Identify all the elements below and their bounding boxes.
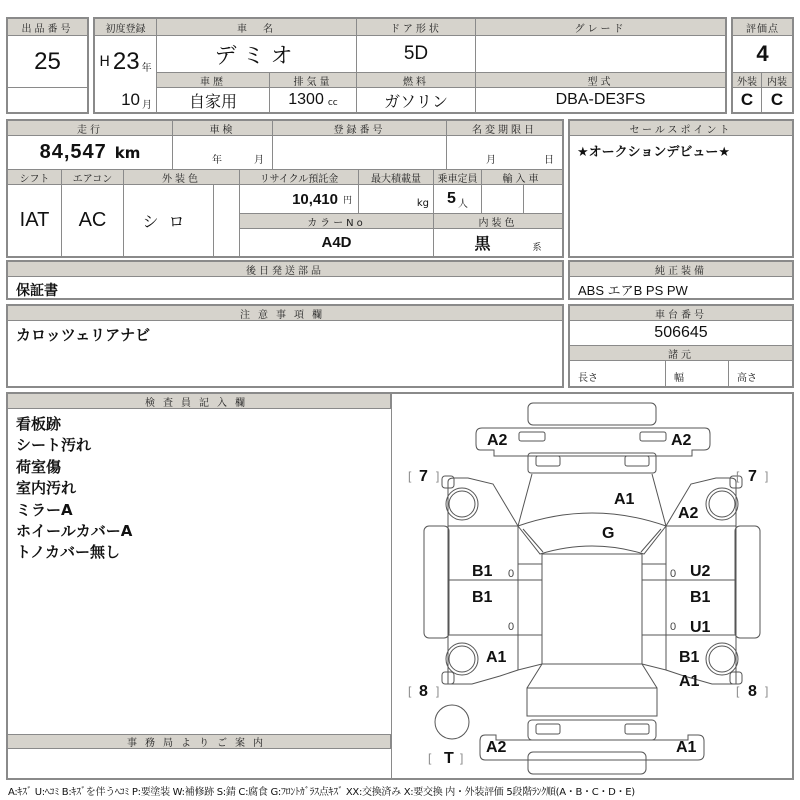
front-light-right (640, 432, 666, 441)
first-reg-year-value: 23 (112, 48, 140, 75)
mark-left-rear-door: B1 (472, 589, 493, 606)
front-fender-right (666, 478, 736, 528)
name-change-cell (447, 136, 562, 170)
front-light-left (519, 432, 545, 441)
mark-right-rear-fender-lower: A1 (679, 673, 700, 690)
fuel-label: 燃料 (357, 73, 476, 88)
mark-right-front-door: U2 (690, 563, 711, 580)
max-load-cell (359, 185, 434, 214)
mark-right-rear-fender-upper: B1 (679, 649, 700, 666)
ext-color-sub (214, 185, 240, 256)
tire-rear-right (706, 643, 738, 675)
mark-zero: 0 (508, 621, 515, 633)
equipment-label: 純正装備 (570, 262, 792, 277)
later-parts-box (6, 260, 564, 300)
mileage-cell (8, 136, 173, 170)
first-reg-label: 初度登録 (95, 19, 157, 36)
hood (518, 474, 666, 526)
score-label: 評価点 (733, 19, 792, 36)
car-name-label: 車 名 (157, 19, 357, 36)
shift-label: シフト (8, 170, 62, 185)
recycle-unit: 円 (342, 195, 352, 206)
score-ext-value: C (733, 88, 762, 112)
office-label: 事務局よりご案内 (8, 734, 391, 749)
sales-point-box (568, 119, 794, 258)
inspector-line: 看板跡 (16, 415, 62, 433)
windshield (518, 513, 666, 554)
recycle-cell (240, 185, 359, 214)
import-value (482, 185, 524, 214)
reg-number-label: 登録番号 (273, 121, 447, 136)
inspector-line: シート汚れ (16, 436, 92, 455)
inspection-cell (173, 136, 273, 170)
inspector-line: 室内汚れ (16, 479, 77, 498)
mark-zero: 0 (670, 568, 677, 580)
capacity-cell (434, 185, 482, 214)
specs-height: 高さ (737, 373, 757, 384)
tire-front-right (706, 488, 738, 520)
rear-window (527, 688, 657, 716)
car-name-value: デミオ (157, 36, 357, 73)
notes-label: 注意事項欄 (8, 306, 562, 321)
name-change-month-unit: 月 (486, 155, 496, 166)
score-box (731, 17, 794, 114)
equipment-value: ABS エアB PS PW (578, 283, 688, 298)
chassis-label: 車台番号 (570, 306, 792, 321)
max-load-label: 最大積載量 (359, 170, 434, 185)
displacement-cell (270, 88, 357, 112)
int-color-cell (434, 229, 562, 256)
vehicle-info-box (93, 17, 727, 114)
lot-value: 25 (8, 36, 87, 88)
mark-left-rear-fender: A1 (486, 649, 507, 666)
mileage-label: 走行 (8, 121, 173, 136)
tire-mark-rear-left: 8 (419, 683, 428, 700)
capacity-unit: 人 (457, 198, 468, 210)
inspector-line: 荷室傷 (16, 457, 62, 476)
mark-right-rear-door: B1 (690, 589, 711, 606)
front-plate (528, 403, 656, 425)
later-parts-label: 後日発送部品 (8, 262, 562, 277)
reg-number-value (273, 136, 447, 170)
shift-value: IAT (8, 185, 62, 256)
tire-mark-spare: T (444, 750, 454, 767)
spare-tire (435, 705, 469, 739)
sales-point-label: セールスポイント (570, 121, 792, 136)
first-reg-month-unit: 月 (142, 99, 152, 111)
mark-rear-bumper-right: A1 (676, 739, 697, 756)
bracket: ] (765, 469, 769, 483)
first-reg-year (95, 36, 157, 88)
mark-windshield: G (602, 525, 615, 542)
max-load-unit: kg (416, 198, 429, 209)
tire-rear-left (446, 643, 478, 675)
mileage-unit: km (114, 143, 141, 162)
sales-point-value: ★オークションデビュー★ (577, 145, 731, 160)
int-color-label: 内装色 (434, 214, 562, 229)
later-parts-value: 保証書 (16, 283, 58, 299)
aircon-value: AC (62, 185, 124, 256)
color-no-label: カラーNo (240, 214, 434, 229)
aircon-label: エアコン (62, 170, 124, 185)
roof (542, 554, 642, 664)
tire-mark-rear-right: 8 (748, 683, 757, 700)
notes-box (6, 304, 564, 388)
bracket: [ (408, 469, 412, 483)
mark-rear-bumper-left: A2 (486, 739, 507, 756)
car-damage-diagram (392, 394, 792, 778)
color-no-value: A4D (240, 229, 434, 256)
specs-width: 幅 (666, 361, 729, 386)
ext-color-value: シロ (124, 185, 214, 256)
mark-front-bumper-right: A2 (671, 432, 692, 449)
first-reg-year-unit: 年 (141, 62, 152, 74)
mark-left-front-door: B1 (472, 563, 493, 580)
inspector-line: ミラーA (16, 500, 73, 519)
grade-value (476, 36, 725, 73)
equipment-box (568, 260, 794, 300)
notes-value: カロッツェリアナビ (16, 326, 151, 344)
lot-label: 出品番号 (8, 19, 87, 36)
displacement-value: 1300 (288, 91, 324, 108)
first-reg-era: H (99, 54, 110, 70)
specs-length: 長さ (570, 361, 666, 386)
front-fender-left (448, 478, 518, 528)
rear-plate (528, 752, 646, 774)
score-ext-label: 外装 (733, 73, 762, 88)
chassis-value: 506645 (570, 321, 792, 346)
rear-bumper (480, 735, 704, 760)
name-change-label: 名変期限日 (447, 121, 562, 136)
rear-garnish (528, 720, 656, 740)
model-label: 型式 (476, 73, 725, 88)
details-box (6, 119, 564, 258)
lot-box (6, 17, 89, 114)
inspection-year-unit: 年 (212, 155, 222, 166)
history-value: 自家用 (157, 88, 270, 112)
door-label: ドア形状 (357, 19, 476, 36)
score-int-label: 内装 (762, 73, 792, 88)
fuel-value: ガソリン (357, 88, 476, 112)
grade-label: グレード (476, 19, 725, 36)
inspection-label: 車検 (173, 121, 273, 136)
inspection-box (6, 392, 794, 780)
bracket: [ (428, 751, 432, 765)
bracket: ] (460, 751, 464, 765)
inspector-line: ホイールカバーA (16, 522, 133, 541)
side-step-left (424, 526, 449, 638)
int-color-value: 黒 (474, 234, 491, 253)
mark-front-bumper-left: A2 (487, 432, 508, 449)
ext-color-label: 外装色 (124, 170, 240, 185)
capacity-label: 乗車定員 (434, 170, 482, 185)
displacement-unit: cc (327, 97, 338, 108)
first-reg-month (95, 88, 157, 112)
mark-zero: 0 (670, 621, 677, 633)
mark-right-rear-sill: U1 (690, 619, 711, 636)
legend: A:ｷｽﾞ U:ﾍｺﾐ B:ｷｽﾞを伴うﾍｺﾐ P:要塗装 W:補修跡 S:錆 C:腐食 G:ﾌﾛﾝﾄｶﾞﾗｽ点ｷｽﾞ XX:交換済み X:要交換 内・外装評価 5段階ﾗﾝｸ順(A・B・C・D・E) (8, 787, 635, 798)
name-change-day-unit: 日 (544, 155, 554, 166)
specs-label: 諸元 (570, 346, 792, 361)
import-label: 輸入車 (482, 170, 562, 185)
model-value: DBA-DE3FS (555, 91, 646, 108)
tire-mark-front-left: 7 (419, 468, 428, 485)
chassis-box (568, 304, 794, 388)
inspector-lines (16, 414, 132, 564)
int-color-unit: 系 (532, 243, 542, 253)
mark-right-front-fender: A2 (678, 505, 699, 522)
recycle-label: リサイクル預託金 (240, 170, 359, 185)
bracket: ] (436, 684, 440, 698)
tire-front-left (446, 488, 478, 520)
first-reg-month-value: 10 (121, 90, 140, 109)
import-sub (524, 185, 562, 214)
recycle-value: 10,410 (292, 190, 338, 208)
bracket: [ (736, 469, 740, 483)
tire-mark-front-right: 7 (748, 468, 757, 485)
bracket: ] (436, 469, 440, 483)
inspector-line: トノカバー無し (16, 543, 120, 562)
score-int-value: C (770, 90, 784, 109)
score-value: 4 (733, 36, 792, 73)
displacement-label: 排気量 (270, 73, 357, 88)
mileage-value: 84,547 (39, 141, 107, 163)
inspector-label: 検査員記入欄 (8, 394, 391, 409)
side-step-right (735, 526, 760, 638)
mark-zero: 0 (508, 568, 515, 580)
capacity-value: 5 (447, 190, 456, 207)
bracket: [ (736, 684, 740, 698)
history-label: 車歴 (157, 73, 270, 88)
mark-hood: A1 (614, 491, 635, 508)
bracket: [ (408, 684, 412, 698)
inspection-month-unit: 月 (254, 155, 264, 166)
door-value: 5D (357, 36, 476, 73)
bracket: ] (765, 684, 769, 698)
